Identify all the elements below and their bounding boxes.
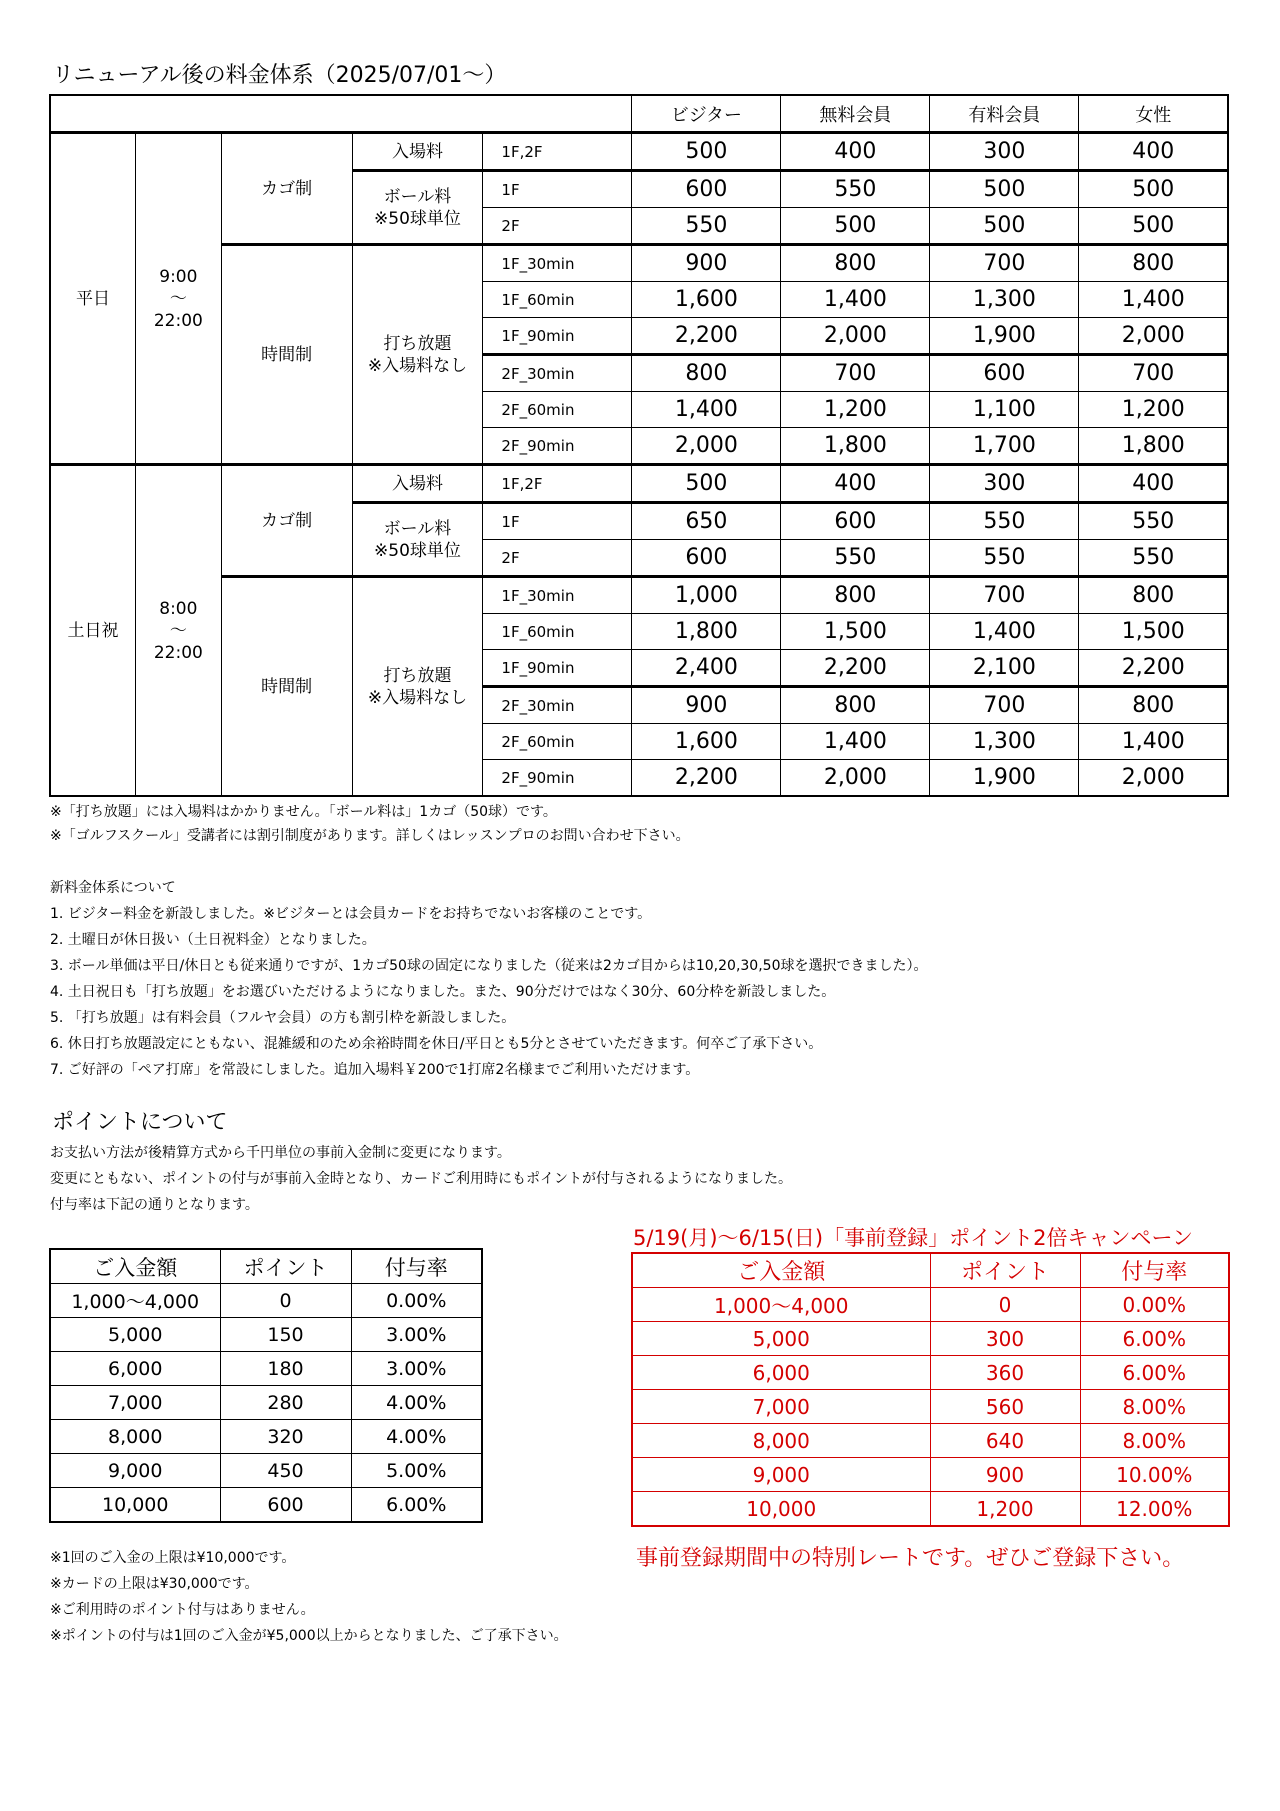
slot-label: 2F_60min	[483, 392, 632, 428]
price-row	[50, 133, 1228, 171]
table-cell: 4.00%	[351, 1386, 482, 1420]
points-note: ※1回のご入金の上限は¥10,000です。	[50, 1550, 296, 1566]
table-cell: 7,000	[50, 1386, 220, 1420]
ball-label: ボール料 ※50球単位	[352, 503, 483, 577]
table-cell: 1,000～4,000	[632, 1288, 930, 1322]
table-row	[50, 1420, 482, 1454]
slot-label: 1F_90min	[483, 650, 632, 687]
price-cell: 1,800	[781, 428, 930, 465]
price-cell: 300	[930, 133, 1079, 171]
slot-label: 2F_90min	[483, 428, 632, 465]
price-cell: 600	[632, 540, 781, 577]
price-cell: 1,600	[632, 724, 781, 760]
column-header: ビジター	[632, 95, 781, 133]
table-row	[50, 1386, 482, 1420]
price-cell: 500	[1079, 171, 1228, 208]
table-cell: 10.00%	[1080, 1458, 1229, 1492]
slot-label: 1F_30min	[483, 245, 632, 282]
price-cell: 400	[1079, 465, 1228, 503]
price-cell: 800	[781, 687, 930, 724]
table-row	[50, 1454, 482, 1488]
price-cell: 2,000	[1079, 318, 1228, 355]
price-cell: 600	[930, 355, 1079, 392]
price-cell: 1,400	[781, 282, 930, 318]
new-system-item: 2. 土曜日が休日扱い（土日祝料金）となりました。	[50, 932, 376, 948]
price-cell: 400	[781, 133, 930, 171]
column-header: ご入金額	[632, 1253, 930, 1288]
campaign-note: 事前登録期間中の特別レートです。ぜひご登録下さい。	[636, 1546, 1185, 1571]
price-cell: 500	[632, 133, 781, 171]
price-cell: 2,200	[1079, 650, 1228, 687]
points-intro-line: 付与率は下記の通りとなります。	[50, 1197, 259, 1213]
new-system-heading: 新料金体系について	[50, 880, 176, 896]
price-row	[50, 577, 1228, 614]
table-row	[632, 1288, 1229, 1322]
table-cell: 6.00%	[1080, 1322, 1229, 1356]
table-cell: 3.00%	[351, 1352, 482, 1386]
header-row	[50, 95, 1228, 133]
table-row	[632, 1356, 1229, 1390]
new-system-item: 3. ボール単価は平日/休日とも従来通りですが、1カゴ50球の固定になりました（従来は2カゴ目からは10,20,30,50球を選択できました）。	[50, 958, 928, 974]
table-cell: 5.00%	[351, 1454, 482, 1488]
table-cell: 5,000	[632, 1322, 930, 1356]
table-row	[632, 1458, 1229, 1492]
slot-label: 1F_30min	[483, 577, 632, 614]
price-cell: 2,200	[781, 650, 930, 687]
hours-label: 8:00 ～ 22:00	[136, 465, 222, 797]
price-cell: 900	[632, 687, 781, 724]
table-row	[50, 1318, 482, 1352]
column-header: 有料会員	[930, 95, 1079, 133]
hours-label: 9:00 ～ 22:00	[136, 133, 222, 465]
table-cell: 7,000	[632, 1390, 930, 1424]
table-cell: 6,000	[632, 1356, 930, 1390]
price-cell: 550	[781, 540, 930, 577]
column-header: 付与率	[351, 1249, 482, 1284]
column-header: ポイント	[220, 1249, 351, 1284]
table-cell: 8.00%	[1080, 1390, 1229, 1424]
points-table	[49, 1248, 483, 1523]
table-cell: 6.00%	[351, 1488, 482, 1523]
header-row	[632, 1253, 1229, 1288]
table-cell: 180	[220, 1352, 351, 1386]
price-cell: 2,400	[632, 650, 781, 687]
table-note: ※「打ち放題」には入場料はかかりません。「ボール料は」1カゴ（50球）です。	[50, 804, 557, 820]
points-note: ※ご利用時のポイント付与はありません。	[50, 1602, 315, 1618]
price-cell: 1,200	[1079, 392, 1228, 428]
price-cell: 1,400	[781, 724, 930, 760]
price-cell: 800	[781, 245, 930, 282]
points-intro-line: お支払い方法が後精算方式から千円単位の事前入金制に変更になります。	[50, 1145, 511, 1161]
points-notes	[50, 1545, 568, 1649]
table-row	[50, 1284, 482, 1318]
table-row	[632, 1424, 1229, 1458]
floor-label: 1F,2F	[483, 133, 632, 171]
table-row	[632, 1322, 1229, 1356]
slot-label: 1F_60min	[483, 282, 632, 318]
price-cell: 600	[632, 171, 781, 208]
price-cell: 2,100	[930, 650, 1079, 687]
price-cell: 500	[781, 208, 930, 245]
price-cell: 550	[781, 171, 930, 208]
ball-label: ボール料 ※50球単位	[352, 171, 483, 245]
table-cell: 280	[220, 1386, 351, 1420]
price-cell: 1,900	[930, 318, 1079, 355]
price-cell: 1,200	[781, 392, 930, 428]
new-system-item: 4. 土日祝日も「打ち放題」をお選びいただけるようになりました。また、90分だけではなく30分、60分枠を新設しました。	[50, 984, 836, 1000]
table-cell: 320	[220, 1420, 351, 1454]
table-cell: 1,200	[930, 1492, 1080, 1527]
time-label: 時間制	[221, 245, 352, 465]
campaign-table	[631, 1252, 1230, 1527]
table-row	[50, 1488, 482, 1523]
price-cell: 550	[930, 503, 1079, 540]
table-note: ※「ゴルフスクール」受講者には割引制度があります。詳しくはレッスンプロのお問い合わせ下さい。	[50, 828, 690, 844]
price-cell: 1,500	[781, 614, 930, 650]
slot-label: 1F_90min	[483, 318, 632, 355]
floor-label: 2F	[483, 540, 632, 577]
table-cell: 3.00%	[351, 1318, 482, 1352]
price-cell: 500	[632, 465, 781, 503]
price-cell: 400	[1079, 133, 1228, 171]
table-cell: 0.00%	[1080, 1288, 1229, 1322]
table-cell: 12.00%	[1080, 1492, 1229, 1527]
new-system-item: 7. ご好評の「ペア打席」を常設にしました。追加入場料￥200で1打席2名様までご利用いただけます。	[50, 1062, 700, 1078]
table-cell: 4.00%	[351, 1420, 482, 1454]
price-row	[50, 245, 1228, 282]
kago-label: カゴ制	[221, 465, 352, 577]
price-cell: 400	[781, 465, 930, 503]
price-cell: 550	[1079, 503, 1228, 540]
price-cell: 500	[930, 171, 1079, 208]
new-system-item: 1. ビジター料金を新設しました。※ビジターとは会員カードをお持ちでないお客様のことです。	[50, 906, 652, 922]
price-cell: 800	[1079, 577, 1228, 614]
table-cell: 10,000	[632, 1492, 930, 1527]
price-cell: 700	[781, 355, 930, 392]
points-intro	[50, 1140, 792, 1218]
page-title: リニューアル後の料金体系（2025/07/01～）	[52, 63, 507, 88]
table-cell: 450	[220, 1454, 351, 1488]
slot-label: 1F_60min	[483, 614, 632, 650]
price-cell: 1,400	[1079, 282, 1228, 318]
price-cell: 1,300	[930, 724, 1079, 760]
price-cell: 500	[930, 208, 1079, 245]
new-system-item: 5. 「打ち放題」は有料会員（フルヤ会員）の方も割引枠を新設しました。	[50, 1010, 516, 1026]
price-cell: 800	[1079, 245, 1228, 282]
table-cell: 9,000	[632, 1458, 930, 1492]
new-system-notes	[50, 875, 927, 1083]
points-heading: ポイントについて	[52, 1110, 228, 1135]
kago-label: カゴ制	[221, 133, 352, 245]
price-cell: 800	[781, 577, 930, 614]
price-cell: 1,400	[632, 392, 781, 428]
slot-label: 2F_30min	[483, 355, 632, 392]
column-header: 無料会員	[781, 95, 930, 133]
price-cell: 1,600	[632, 282, 781, 318]
slot-label: 2F_30min	[483, 687, 632, 724]
price-cell: 800	[1079, 687, 1228, 724]
price-cell: 700	[930, 245, 1079, 282]
points-note: ※ポイントの付与は1回のご入金が¥5,000以上からとなりました、ご了承下さい。	[50, 1628, 568, 1644]
table-row	[50, 1352, 482, 1386]
table-cell: 6,000	[50, 1352, 220, 1386]
table-cell: 360	[930, 1356, 1080, 1390]
table-cell: 10,000	[50, 1488, 220, 1523]
table-notes	[50, 800, 690, 848]
table-cell: 8,000	[632, 1424, 930, 1458]
entry-label: 入場料	[352, 465, 483, 503]
table-cell: 300	[930, 1322, 1080, 1356]
price-cell: 300	[930, 465, 1079, 503]
time-label: 時間制	[221, 577, 352, 797]
table-cell: 9,000	[50, 1454, 220, 1488]
price-cell: 600	[781, 503, 930, 540]
price-table	[49, 94, 1229, 797]
table-cell: 6.00%	[1080, 1356, 1229, 1390]
price-cell: 550	[632, 208, 781, 245]
floor-label: 1F,2F	[483, 465, 632, 503]
price-cell: 1,300	[930, 282, 1079, 318]
table-row	[632, 1390, 1229, 1424]
table-cell: 900	[930, 1458, 1080, 1492]
slot-label: 2F_60min	[483, 724, 632, 760]
price-cell: 1,800	[632, 614, 781, 650]
price-cell: 1,400	[930, 614, 1079, 650]
price-cell: 700	[930, 577, 1079, 614]
price-cell: 550	[1079, 540, 1228, 577]
floor-label: 2F	[483, 208, 632, 245]
unlimited-label: 打ち放題 ※入場料なし	[352, 577, 483, 797]
entry-label: 入場料	[352, 133, 483, 171]
price-cell: 900	[632, 245, 781, 282]
price-cell: 2,000	[781, 318, 930, 355]
price-cell: 700	[1079, 355, 1228, 392]
table-cell: 600	[220, 1488, 351, 1523]
price-cell: 2,000	[781, 760, 930, 797]
table-cell: 8.00%	[1080, 1424, 1229, 1458]
table-cell: 0	[220, 1284, 351, 1318]
column-header: 女性	[1079, 95, 1228, 133]
price-cell: 1,400	[1079, 724, 1228, 760]
price-cell: 550	[930, 540, 1079, 577]
new-system-item: 6. 休日打ち放題設定にともない、混雑緩和のため余裕時間を休日/平日とも5分とさせていただきます。何卒ご了承下さい。	[50, 1036, 823, 1052]
table-cell: 0	[930, 1288, 1080, 1322]
points-note: ※カードの上限は¥30,000です。	[50, 1576, 259, 1592]
floor-label: 1F	[483, 503, 632, 540]
table-cell: 150	[220, 1318, 351, 1352]
price-cell: 2,200	[632, 760, 781, 797]
price-cell: 800	[632, 355, 781, 392]
unlimited-label: 打ち放題 ※入場料なし	[352, 245, 483, 465]
day-label: 土日祝	[50, 465, 136, 797]
price-cell: 2,000	[1079, 760, 1228, 797]
price-cell: 1,900	[930, 760, 1079, 797]
header-blank	[50, 95, 632, 133]
price-cell: 650	[632, 503, 781, 540]
price-cell: 1,100	[930, 392, 1079, 428]
campaign-title: 5/19(月)～6/15(日)「事前登録」ポイント2倍キャンペーン	[633, 1226, 1194, 1250]
price-cell: 1,000	[632, 577, 781, 614]
price-row	[50, 465, 1228, 503]
column-header: ご入金額	[50, 1249, 220, 1284]
floor-label: 1F	[483, 171, 632, 208]
table-cell: 0.00%	[351, 1284, 482, 1318]
price-cell: 700	[930, 687, 1079, 724]
price-cell: 2,200	[632, 318, 781, 355]
price-cell: 2,000	[632, 428, 781, 465]
header-row	[50, 1249, 482, 1284]
table-cell: 8,000	[50, 1420, 220, 1454]
price-cell: 500	[1079, 208, 1228, 245]
day-label: 平日	[50, 133, 136, 465]
price-cell: 1,700	[930, 428, 1079, 465]
column-header: 付与率	[1080, 1253, 1229, 1288]
column-header: ポイント	[930, 1253, 1080, 1288]
slot-label: 2F_90min	[483, 760, 632, 797]
table-row	[632, 1492, 1229, 1527]
points-intro-line: 変更にともない、ポイントの付与が事前入金時となり、カードご利用時にもポイントが付与されるようになりました。	[50, 1171, 792, 1187]
table-cell: 560	[930, 1390, 1080, 1424]
table-cell: 1,000～4,000	[50, 1284, 220, 1318]
table-cell: 5,000	[50, 1318, 220, 1352]
price-cell: 1,500	[1079, 614, 1228, 650]
price-cell: 1,800	[1079, 428, 1228, 465]
table-cell: 640	[930, 1424, 1080, 1458]
